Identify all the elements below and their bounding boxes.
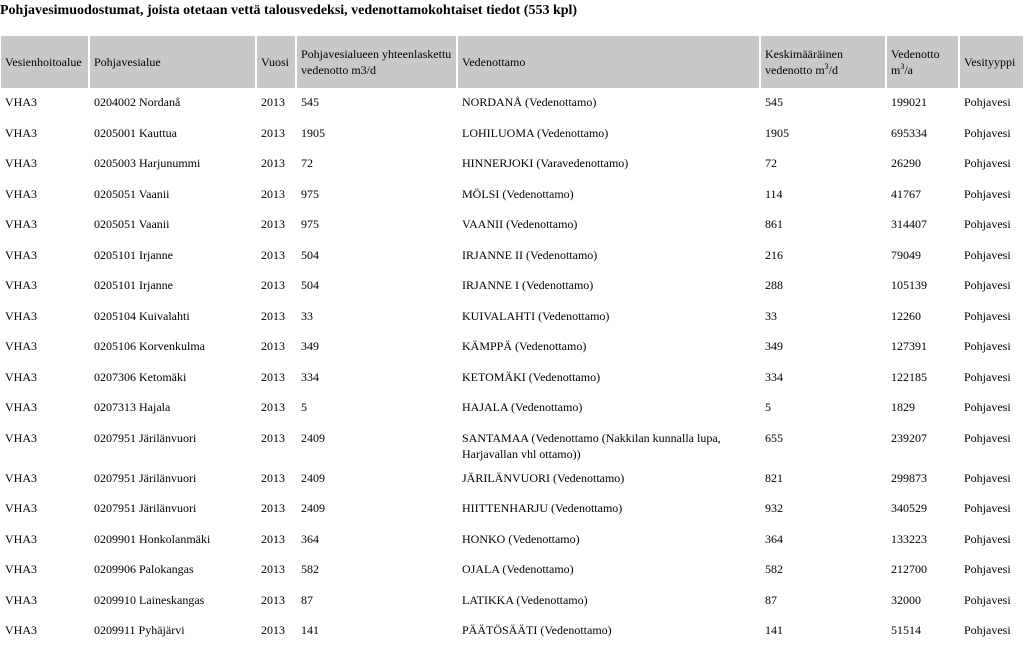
cell-vuosi: 2013 (261, 430, 285, 445)
table-row (1, 494, 1023, 525)
cell-vuosi: 2013 (261, 217, 285, 231)
cell-vesityyppi: Pohjavesi (964, 125, 1011, 140)
cell-vedenottamo: MÖLSI (Vedenottamo) (462, 186, 574, 201)
cell-pohjavesialue: 0205051 Vaanii (94, 217, 170, 231)
cell-yhteenlaskettu-vedenotto: 5 (301, 400, 307, 414)
page-title: Pohjavesimuodostumat, joista otetaan vettä talousvedeksi, vedenottamokohtaiset tiedot (553 kpl) (0, 3, 578, 18)
cell-vesienhoitoalue: VHA3 (5, 247, 37, 262)
cell-vesityyppi: Pohjavesi (964, 308, 1011, 323)
cell-keskimaarainen-vedenotto: 821 (765, 470, 783, 485)
cell-vesienhoitoalue: VHA3 (5, 186, 37, 201)
cell-yhteenlaskettu-vedenotto: 33 (301, 308, 313, 323)
cell-vesityyppi: Pohjavesi (964, 592, 1011, 607)
cell-vedenottamo: HAJALA (Vedenottamo) (462, 400, 583, 414)
cell-vuosi: 2013 (261, 339, 285, 353)
cell-vedenottamo: LOHILUOMA (Vedenottamo) (462, 125, 609, 140)
cell-yhteenlaskettu-vedenotto: 975 (301, 217, 319, 231)
cell-vedenottamo: PÄÄTÖSÄÄTI (Vedenottamo) (462, 623, 612, 637)
cell-yhteenlaskettu-vedenotto: 2409 (301, 501, 325, 515)
cell-pohjavesialue: 0205106 Korvenkulma (94, 339, 205, 353)
cell-vedenottamo: VAANII (Vedenottamo) (462, 217, 578, 231)
cell-pohjavesialue: 0209911 Pyhäjärvi (94, 623, 185, 637)
cell-pohjavesialue: 0205101 Irjanne (94, 247, 173, 262)
cell-keskimaarainen-vedenotto: 861 (765, 217, 783, 231)
column-header-vedenottamo[interactable]: Vedenottamo (458, 36, 761, 88)
cell-vuosi: 2013 (261, 95, 285, 109)
cell-keskimaarainen-vedenotto: 655 (765, 430, 783, 445)
cell-vedenotto-vuosi: 122185 (891, 369, 927, 384)
cell-vedenotto-vuosi: 314407 (891, 217, 927, 231)
table-row (1, 149, 1023, 180)
cell-keskimaarainen-vedenotto: 5 (765, 400, 771, 414)
cell-keskimaarainen-vedenotto: 334 (765, 369, 783, 384)
cell-vesienhoitoalue: VHA3 (5, 339, 37, 353)
cell-vedenottamo: OJALA (Vedenottamo) (462, 562, 574, 576)
cell-pohjavesialue: 0205001 Kauttua (94, 125, 177, 140)
cell-pohjavesialue: 0207951 Järilänvuori (94, 470, 197, 485)
cell-vuosi: 2013 (261, 501, 285, 515)
cell-pohjavesialue: 0209901 Honkolanmäki (94, 531, 211, 546)
cell-vedenottamo: IRJANNE II (Vedenottamo) (462, 247, 598, 262)
cell-vedenotto-vuosi: 32000 (891, 592, 921, 607)
cell-keskimaarainen-vedenotto: 216 (765, 247, 783, 262)
cell-vuosi: 2013 (261, 562, 285, 576)
cell-pohjavesialue: 0209906 Palokangas (94, 562, 194, 576)
cell-vesienhoitoalue: VHA3 (5, 562, 37, 576)
cell-vesienhoitoalue: VHA3 (5, 125, 37, 140)
cell-vesienhoitoalue: VHA3 (5, 95, 37, 109)
cell-keskimaarainen-vedenotto: 1905 (765, 125, 789, 140)
column-header-vedenotto-vuosi[interactable]: Vedenotto $m^3/a$ (887, 36, 960, 88)
cell-vuosi: 2013 (261, 278, 285, 292)
cell-vesityyppi: Pohjavesi (964, 369, 1011, 384)
cell-vedenotto-vuosi: 79049 (891, 247, 921, 262)
cell-vuosi: 2013 (261, 531, 285, 546)
cell-vesityyppi: Pohjavesi (964, 470, 1011, 485)
cell-vuosi: 2013 (261, 247, 285, 262)
cell-vesityyppi: Pohjavesi (964, 186, 1011, 201)
cell-vuosi: 2013 (261, 156, 285, 170)
cell-vedenottamo: HONKO (Vedenottamo) (462, 531, 580, 546)
cell-keskimaarainen-vedenotto: 545 (765, 95, 783, 109)
cell-yhteenlaskettu-vedenotto: 1905 (301, 125, 325, 140)
cell-vedenotto-vuosi: 41767 (891, 186, 921, 201)
cell-vedenottamo: JÄRILÄNVUORI (Vedenottamo) (462, 470, 625, 485)
table-row (1, 302, 1023, 333)
cell-vesityyppi: Pohjavesi (964, 531, 1011, 546)
cell-vedenotto-vuosi: 239207 (891, 430, 927, 445)
cell-vesityyppi: Pohjavesi (964, 562, 1011, 576)
cell-vuosi: 2013 (261, 623, 285, 637)
cell-vedenotto-vuosi: 105139 (891, 278, 927, 292)
table-row (1, 241, 1023, 272)
cell-keskimaarainen-vedenotto: 364 (765, 531, 783, 546)
cell-vedenottamo: SANTAMAA (Vedenottamo (Nakkilan kunnalla lupa, Harjavallan vhl ottamo)) (462, 430, 721, 461)
cell-yhteenlaskettu-vedenotto: 582 (301, 562, 319, 576)
column-header-yhteenlaskettu-vedenotto[interactable]: Pohjavesialueen yhteenlaskettu vedenotto m3/d (297, 36, 458, 88)
table-row (1, 271, 1023, 302)
cell-vedenottamo: IRJANNE I (Vedenottamo) (462, 278, 594, 292)
cell-vedenottamo: LATIKKA (Vedenottamo) (462, 592, 588, 607)
cell-yhteenlaskettu-vedenotto: 72 (301, 156, 313, 170)
cell-vesienhoitoalue: VHA3 (5, 623, 37, 637)
table-row (1, 586, 1023, 617)
cell-yhteenlaskettu-vedenotto: 504 (301, 278, 319, 292)
cell-vesityyppi: Pohjavesi (964, 623, 1011, 637)
cell-vedenottamo: KETOMÄKI (Vedenottamo) (462, 369, 601, 384)
cell-pohjavesialue: 0207306 Ketomäki (94, 369, 187, 384)
cell-vedenotto-vuosi: 695334 (891, 125, 927, 140)
cell-vesienhoitoalue: VHA3 (5, 278, 37, 292)
cell-vesityyppi: Pohjavesi (964, 278, 1011, 292)
cell-vedenotto-vuosi: 340529 (891, 501, 927, 515)
table-row (1, 555, 1023, 586)
cell-vesityyppi: Pohjavesi (964, 339, 1011, 353)
cell-vedenotto-vuosi: 133223 (891, 531, 927, 546)
cell-vuosi: 2013 (261, 369, 285, 384)
cell-vedenotto-vuosi: 212700 (891, 562, 927, 576)
cell-vesityyppi: Pohjavesi (964, 95, 1011, 109)
cell-vuosi: 2013 (261, 125, 285, 140)
cell-pohjavesialue: 0207951 Järilänvuori (94, 430, 197, 445)
cell-vedenotto-vuosi: 199021 (891, 95, 927, 109)
cell-vedenotto-vuosi: 51514 (891, 623, 921, 637)
table-row (1, 332, 1023, 363)
cell-yhteenlaskettu-vedenotto: 975 (301, 186, 319, 201)
cell-vesityyppi: Pohjavesi (964, 247, 1011, 262)
cell-pohjavesialue: 0205003 Harjunummi (94, 156, 201, 170)
table-row (1, 424, 1023, 464)
column-header-vesienhoitoalue[interactable]: Vesienhoitoalue (1, 36, 90, 88)
cell-yhteenlaskettu-vedenotto: 2409 (301, 430, 325, 445)
cell-vuosi: 2013 (261, 308, 285, 323)
cell-pohjavesialue: 0209910 Laineskangas (94, 592, 205, 607)
cell-vedenotto-vuosi: 26290 (891, 156, 921, 170)
cell-vesienhoitoalue: VHA3 (5, 430, 37, 445)
table-row (1, 393, 1023, 424)
cell-vesienhoitoalue: VHA3 (5, 501, 37, 515)
water-intake-table (1, 36, 1023, 647)
cell-vesienhoitoalue: VHA3 (5, 308, 37, 323)
cell-yhteenlaskettu-vedenotto: 334 (301, 369, 319, 384)
cell-vuosi: 2013 (261, 400, 285, 414)
column-header-pohjavesialue[interactable]: Pohjavesialue (90, 36, 257, 88)
column-header-vuosi[interactable]: Vuosi (257, 36, 297, 88)
cell-vesityyppi: Pohjavesi (964, 430, 1011, 445)
cell-vuosi: 2013 (261, 186, 285, 201)
cell-keskimaarainen-vedenotto: 33 (765, 308, 777, 323)
cell-pohjavesialue: 0207951 Järilänvuori (94, 501, 197, 515)
cell-vesienhoitoalue: VHA3 (5, 592, 37, 607)
cell-pohjavesialue: 0204002 Nordanå (94, 95, 181, 109)
cell-yhteenlaskettu-vedenotto: 87 (301, 592, 313, 607)
cell-vesienhoitoalue: VHA3 (5, 531, 37, 546)
cell-pohjavesialue: 0205101 Irjanne (94, 278, 173, 292)
cell-vesienhoitoalue: VHA3 (5, 369, 37, 384)
table-row (1, 210, 1023, 241)
cell-vesityyppi: Pohjavesi (964, 156, 1011, 170)
table-row (1, 616, 1023, 647)
cell-vedenottamo: KÄMPPÄ (Vedenottamo) (462, 339, 587, 353)
cell-yhteenlaskettu-vedenotto: 364 (301, 531, 319, 546)
table-body (1, 88, 1023, 647)
cell-yhteenlaskettu-vedenotto: 349 (301, 339, 319, 353)
cell-vesienhoitoalue: VHA3 (5, 470, 37, 485)
table-row (1, 119, 1023, 150)
table-row (1, 464, 1023, 495)
cell-vesityyppi: Pohjavesi (964, 217, 1011, 231)
cell-vuosi: 2013 (261, 470, 285, 485)
table-row (1, 88, 1023, 119)
cell-pohjavesialue: 0207313 Hajala (94, 400, 171, 414)
cell-keskimaarainen-vedenotto: 932 (765, 501, 783, 515)
cell-vedenottamo: HIITTENHARJU (Vedenottamo) (462, 501, 623, 515)
cell-vedenottamo: NORDANÅ (Vedenottamo) (462, 95, 597, 109)
column-header-keskimaarainen-vedenotto[interactable]: Keskimääräinen vedenotto $m^3/d$ (761, 36, 887, 88)
cell-keskimaarainen-vedenotto: 582 (765, 562, 783, 576)
column-header-vesityyppi[interactable]: Vesityyppi (960, 36, 1023, 88)
table-header-row (1, 36, 1023, 88)
cell-keskimaarainen-vedenotto: 87 (765, 592, 777, 607)
cell-vesienhoitoalue: VHA3 (5, 156, 37, 170)
cell-vedenotto-vuosi: 299873 (891, 470, 927, 485)
cell-keskimaarainen-vedenotto: 114 (765, 186, 783, 201)
cell-keskimaarainen-vedenotto: 72 (765, 156, 777, 170)
cell-yhteenlaskettu-vedenotto: 504 (301, 247, 319, 262)
table-row (1, 525, 1023, 556)
table-row (1, 363, 1023, 394)
cell-vedenottamo: HINNERJOKI (Varavedenottamo) (462, 156, 629, 170)
cell-vedenotto-vuosi: 127391 (891, 339, 927, 353)
cell-vedenotto-vuosi: 1829 (891, 400, 915, 414)
cell-vedenotto-vuosi: 12260 (891, 308, 921, 323)
cell-vedenottamo: KUIVALAHTI (Vedenottamo) (462, 308, 610, 323)
cell-vesityyppi: Pohjavesi (964, 501, 1011, 515)
cell-vuosi: 2013 (261, 592, 285, 607)
cell-yhteenlaskettu-vedenotto: 545 (301, 95, 319, 109)
cell-keskimaarainen-vedenotto: 288 (765, 278, 783, 292)
cell-vesienhoitoalue: VHA3 (5, 217, 37, 231)
cell-vesienhoitoalue: VHA3 (5, 400, 37, 414)
table-row (1, 180, 1023, 211)
cell-vesityyppi: Pohjavesi (964, 400, 1011, 414)
cell-keskimaarainen-vedenotto: 141 (765, 623, 783, 637)
cell-keskimaarainen-vedenotto: 349 (765, 339, 783, 353)
cell-yhteenlaskettu-vedenotto: 2409 (301, 470, 325, 485)
cell-pohjavesialue: 0205104 Kuivalahti (94, 308, 190, 323)
cell-pohjavesialue: 0205051 Vaanii (94, 186, 170, 201)
cell-yhteenlaskettu-vedenotto: 141 (301, 623, 319, 637)
